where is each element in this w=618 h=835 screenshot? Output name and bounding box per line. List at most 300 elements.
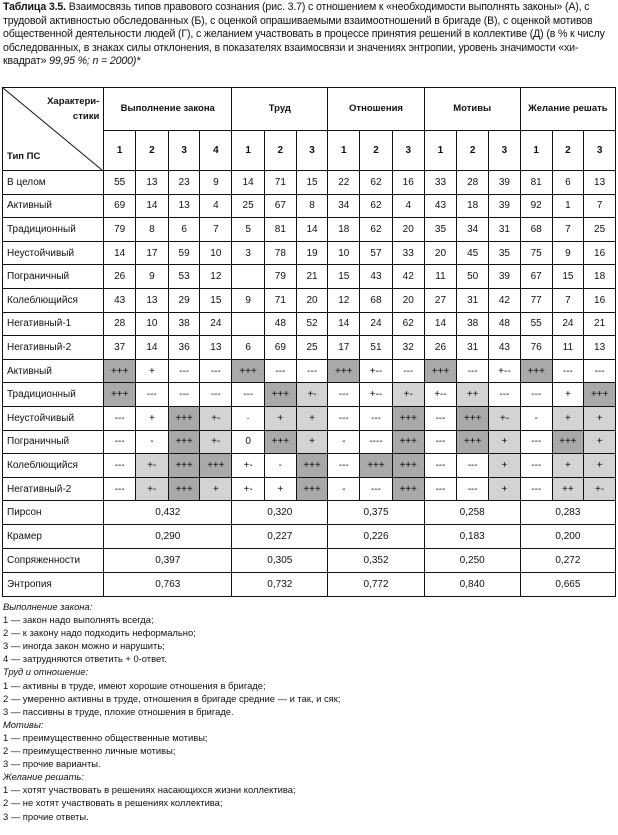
percent-cell: 62 bbox=[360, 194, 393, 218]
sign-cell: + bbox=[489, 477, 521, 501]
sign-cell: --- bbox=[232, 383, 265, 407]
percent-cell: 62 bbox=[360, 171, 393, 195]
corner-diagonal bbox=[3, 88, 103, 170]
notes-section-title: Мотивы: bbox=[3, 718, 44, 730]
sign-cell: +++ bbox=[392, 477, 424, 501]
sign-cell: - bbox=[520, 406, 552, 430]
percent-cell: 33 bbox=[424, 171, 457, 195]
sign-cell: +- bbox=[296, 383, 328, 407]
percent-cell: 3 bbox=[232, 241, 265, 265]
sign-cell: +++ bbox=[168, 454, 200, 478]
notes-item: 2 — преимущественно личные мотивы; bbox=[3, 745, 176, 757]
row-label: Неустойчивый bbox=[3, 406, 104, 430]
stat-cell: 0,272 bbox=[520, 548, 615, 572]
group-header-cell: Выполнение закона bbox=[104, 88, 232, 131]
stat-cell: 0,397 bbox=[104, 548, 232, 572]
subcolumn-header-cell: 3 bbox=[584, 130, 616, 171]
percent-cell bbox=[232, 312, 265, 336]
sign-cell: 0 bbox=[232, 430, 265, 454]
percent-cell: 15 bbox=[552, 265, 584, 289]
sign-cell: +++ bbox=[520, 359, 552, 383]
percent-cell: 62 bbox=[392, 312, 424, 336]
sign-cell: - bbox=[264, 454, 296, 478]
percent-cell: 42 bbox=[392, 265, 424, 289]
percent-cell: 17 bbox=[328, 336, 360, 360]
sign-cell: +- bbox=[136, 454, 169, 478]
sign-cell: +++ bbox=[392, 454, 424, 478]
row-label: Традиционный bbox=[3, 383, 104, 407]
percent-cell: 79 bbox=[104, 218, 136, 242]
sign-cell: + bbox=[264, 406, 296, 430]
percent-cell: 12 bbox=[200, 265, 232, 289]
table-row bbox=[3, 171, 616, 195]
percent-cell: 37 bbox=[104, 336, 136, 360]
percent-cell: 39 bbox=[489, 265, 521, 289]
percent-cell: 50 bbox=[457, 265, 489, 289]
notes-item: 4 — затрудняются ответить + 0-ответ. bbox=[3, 653, 167, 665]
percent-cell: 48 bbox=[264, 312, 296, 336]
percent-cell: 7 bbox=[200, 218, 232, 242]
sign-cell: +++ bbox=[584, 383, 616, 407]
row-label: Пограничный bbox=[3, 265, 104, 289]
percent-cell: 10 bbox=[328, 241, 360, 265]
sign-cell: --- bbox=[328, 406, 360, 430]
sign-cell: +++ bbox=[457, 430, 489, 454]
percent-cell: 36 bbox=[168, 336, 200, 360]
notes-item: 2 — не хотят участвовать в решениях коллектива; bbox=[3, 797, 223, 809]
percent-cell: 35 bbox=[424, 218, 457, 242]
group-header-cell: Отношения bbox=[328, 88, 424, 131]
corner-type-label: Тип ПС bbox=[7, 151, 41, 162]
stat-cell: 0,375 bbox=[328, 501, 424, 525]
sign-cell: --- bbox=[328, 383, 360, 407]
percent-cell: 29 bbox=[168, 288, 200, 312]
percent-cell: 68 bbox=[360, 288, 393, 312]
stat-cell: 0,432 bbox=[104, 501, 232, 525]
sign-cell: +++ bbox=[264, 383, 296, 407]
subcolumn-header-cell: 2 bbox=[264, 130, 296, 171]
sign-cell: +-- bbox=[424, 383, 457, 407]
percent-cell: 24 bbox=[360, 312, 393, 336]
table-row bbox=[3, 501, 616, 525]
percent-cell: 6 bbox=[232, 336, 265, 360]
percent-cell: 14 bbox=[296, 218, 328, 242]
sign-cell: +- bbox=[200, 406, 232, 430]
table-caption bbox=[3, 1, 615, 69]
sign-cell: --- bbox=[584, 359, 616, 383]
row-label: Сопряженности bbox=[3, 548, 104, 572]
sign-cell: --- bbox=[200, 383, 232, 407]
percent-cell: 77 bbox=[520, 288, 552, 312]
percent-cell: 81 bbox=[264, 218, 296, 242]
subcolumn-header-cell: 3 bbox=[392, 130, 424, 171]
sign-cell: +-- bbox=[360, 359, 393, 383]
percent-cell: 27 bbox=[424, 288, 457, 312]
percent-cell: 16 bbox=[584, 241, 616, 265]
percent-cell: 14 bbox=[104, 241, 136, 265]
subcolumn-header-cell: 3 bbox=[296, 130, 328, 171]
percent-cell: 23 bbox=[168, 171, 200, 195]
percent-cell: 59 bbox=[168, 241, 200, 265]
percent-cell: 67 bbox=[264, 194, 296, 218]
group-header-cell: Мотивы bbox=[424, 88, 520, 131]
sign-cell: + bbox=[200, 477, 232, 501]
percent-cell: 45 bbox=[457, 241, 489, 265]
sign-cell: --- bbox=[104, 430, 136, 454]
percent-cell: 25 bbox=[584, 218, 616, 242]
sign-cell: --- bbox=[457, 477, 489, 501]
percent-cell: 21 bbox=[296, 265, 328, 289]
percent-cell: 33 bbox=[392, 241, 424, 265]
percent-cell: 6 bbox=[552, 171, 584, 195]
table-row bbox=[3, 336, 616, 360]
percent-cell: 69 bbox=[264, 336, 296, 360]
subcolumn-header-cell: 2 bbox=[457, 130, 489, 171]
sign-cell: ---- bbox=[360, 430, 393, 454]
sign-cell: --- bbox=[520, 430, 552, 454]
row-label: Пограничный bbox=[3, 430, 104, 454]
sign-cell: + bbox=[136, 406, 169, 430]
percent-cell: 24 bbox=[200, 312, 232, 336]
sign-cell: +- bbox=[232, 454, 265, 478]
notes-item: 3 — прочие ответы. bbox=[3, 810, 89, 822]
percent-cell: 55 bbox=[520, 312, 552, 336]
percent-cell: 53 bbox=[168, 265, 200, 289]
percent-cell: 68 bbox=[520, 218, 552, 242]
percent-cell: 71 bbox=[264, 171, 296, 195]
sign-cell: --- bbox=[328, 454, 360, 478]
notes-item: 1 — хотят участвовать в решениях насающихся жизни коллектива; bbox=[3, 784, 296, 796]
corner-header-cell bbox=[3, 88, 104, 171]
percent-cell: 17 bbox=[136, 241, 169, 265]
percent-cell: 34 bbox=[457, 218, 489, 242]
percent-cell: 21 bbox=[584, 312, 616, 336]
percent-cell: 8 bbox=[296, 194, 328, 218]
stat-cell: 0,258 bbox=[424, 501, 520, 525]
sign-cell: - bbox=[328, 430, 360, 454]
percent-cell: 20 bbox=[424, 241, 457, 265]
percent-cell: 9 bbox=[232, 288, 265, 312]
percent-cell: 13 bbox=[584, 336, 616, 360]
sign-cell: +++ bbox=[392, 430, 424, 454]
table-row bbox=[3, 194, 616, 218]
percent-cell: 31 bbox=[489, 218, 521, 242]
row-label: Негативный-2 bbox=[3, 477, 104, 501]
percent-cell: 39 bbox=[489, 194, 521, 218]
sign-cell: +++ bbox=[296, 477, 328, 501]
sign-cell: + bbox=[489, 430, 521, 454]
stat-cell: 0,772 bbox=[328, 572, 424, 596]
sign-cell: --- bbox=[264, 359, 296, 383]
percent-cell: 78 bbox=[264, 241, 296, 265]
percent-cell: 71 bbox=[264, 288, 296, 312]
percent-cell: 16 bbox=[392, 171, 424, 195]
percent-cell: 28 bbox=[457, 171, 489, 195]
sign-cell: +++ bbox=[104, 383, 136, 407]
sign-cell: +-- bbox=[360, 383, 393, 407]
table-row bbox=[3, 312, 616, 336]
percent-cell: 57 bbox=[360, 241, 393, 265]
table-row bbox=[3, 288, 616, 312]
percent-cell: 48 bbox=[489, 312, 521, 336]
sign-cell: +++ bbox=[360, 454, 393, 478]
subcolumn-header-cell: 1 bbox=[424, 130, 457, 171]
notes-item: 1 — преимущественно общественные мотивы; bbox=[3, 731, 208, 743]
sign-cell: --- bbox=[424, 477, 457, 501]
percent-cell: 55 bbox=[104, 171, 136, 195]
percent-cell: 13 bbox=[136, 171, 169, 195]
row-label: Неустойчивый bbox=[3, 241, 104, 265]
row-label: В целом bbox=[3, 171, 104, 195]
sign-cell: + bbox=[584, 454, 616, 478]
percent-cell: 7 bbox=[552, 218, 584, 242]
subcolumn-header-cell: 1 bbox=[232, 130, 265, 171]
percent-cell: 14 bbox=[328, 312, 360, 336]
sign-cell: - bbox=[136, 430, 169, 454]
sign-cell: +++ bbox=[552, 430, 584, 454]
sign-cell: --- bbox=[424, 430, 457, 454]
sign-cell: +- bbox=[392, 383, 424, 407]
sign-cell: + bbox=[552, 383, 584, 407]
sign-cell: +- bbox=[136, 477, 169, 501]
percent-cell: 19 bbox=[296, 241, 328, 265]
caption-italic-tail: 99,95 %; n = 2000)* bbox=[49, 55, 141, 67]
sign-cell: + bbox=[584, 430, 616, 454]
percent-cell: 15 bbox=[200, 288, 232, 312]
sign-cell: --- bbox=[424, 406, 457, 430]
percent-cell: 25 bbox=[232, 194, 265, 218]
table-row bbox=[3, 477, 616, 501]
sign-cell: + bbox=[552, 454, 584, 478]
sign-cell: --- bbox=[457, 359, 489, 383]
notes-item: 3 — иногда закон можно и нарушить; bbox=[3, 640, 165, 652]
sign-cell: +++ bbox=[168, 430, 200, 454]
row-label: Традиционный bbox=[3, 218, 104, 242]
sign-cell: +- bbox=[200, 430, 232, 454]
stat-cell: 0,283 bbox=[520, 501, 615, 525]
percent-cell: 92 bbox=[520, 194, 552, 218]
table-row bbox=[3, 454, 616, 478]
notes-item: 1 — активны в труде, имеют хорошие отношения в бригаде; bbox=[3, 679, 266, 691]
table-notes bbox=[3, 600, 613, 823]
percent-cell: 11 bbox=[552, 336, 584, 360]
subcolumn-header-cell: 1 bbox=[328, 130, 360, 171]
caption-label: Таблица 3.5. bbox=[3, 1, 66, 13]
percent-cell: 14 bbox=[232, 171, 265, 195]
stat-cell: 0,665 bbox=[520, 572, 615, 596]
sign-cell: --- bbox=[104, 477, 136, 501]
notes-item: 3 — пассивны в труде, плохие отношения в бригаде. bbox=[3, 705, 234, 717]
percent-cell: 13 bbox=[584, 171, 616, 195]
percent-cell: 39 bbox=[489, 171, 521, 195]
percent-cell: 6 bbox=[168, 218, 200, 242]
percent-cell: 34 bbox=[328, 194, 360, 218]
stat-cell: 0,227 bbox=[232, 525, 328, 549]
percent-cell: 75 bbox=[520, 241, 552, 265]
notes-section-title: Выполнение закона: bbox=[3, 601, 93, 612]
sign-cell: --- bbox=[104, 406, 136, 430]
subcolumn-header-cell: 1 bbox=[104, 130, 136, 171]
corner-characteristics-label: Характери- стики bbox=[47, 96, 100, 122]
row-label: Колеблющийся bbox=[3, 454, 104, 478]
sign-cell: +++ bbox=[168, 406, 200, 430]
table-row bbox=[3, 548, 616, 572]
sign-cell: --- bbox=[552, 359, 584, 383]
percent-cell: 9 bbox=[552, 241, 584, 265]
sign-cell: --- bbox=[200, 359, 232, 383]
subcolumn-header-cell: 2 bbox=[360, 130, 393, 171]
percent-cell: 51 bbox=[360, 336, 393, 360]
stat-cell: 0,352 bbox=[328, 548, 424, 572]
sign-cell: · bbox=[232, 406, 265, 430]
percent-cell: 26 bbox=[424, 336, 457, 360]
percent-cell: 43 bbox=[104, 288, 136, 312]
sign-cell: +++ bbox=[328, 359, 360, 383]
percent-cell: 7 bbox=[552, 288, 584, 312]
row-label: Негативный-1 bbox=[3, 312, 104, 336]
stat-cell: 0,250 bbox=[424, 548, 520, 572]
percent-cell: 43 bbox=[489, 336, 521, 360]
percent-cell: 16 bbox=[584, 288, 616, 312]
sign-cell: + bbox=[296, 430, 328, 454]
row-label: Активный bbox=[3, 359, 104, 383]
percent-cell: 14 bbox=[424, 312, 457, 336]
sign-cell: + bbox=[552, 406, 584, 430]
stat-cell: 0,320 bbox=[232, 501, 328, 525]
stat-cell: 0,840 bbox=[424, 572, 520, 596]
sign-cell: --- bbox=[168, 359, 200, 383]
percent-cell: 81 bbox=[520, 171, 552, 195]
percent-cell: 69 bbox=[104, 194, 136, 218]
sign-cell: + bbox=[584, 406, 616, 430]
sign-cell: +++ bbox=[392, 406, 424, 430]
stat-cell: 0,732 bbox=[232, 572, 328, 596]
notes-item: 3 — прочие варианты. bbox=[3, 758, 101, 770]
sign-cell: --- bbox=[520, 454, 552, 478]
percent-cell: 52 bbox=[296, 312, 328, 336]
percent-cell: 20 bbox=[392, 288, 424, 312]
notes-item: 2 — к закону надо подходить неформально; bbox=[3, 627, 196, 639]
sign-cell: --- bbox=[424, 454, 457, 478]
percent-cell: 18 bbox=[328, 218, 360, 242]
percent-cell: 32 bbox=[392, 336, 424, 360]
sign-cell: +- bbox=[489, 406, 521, 430]
sign-cell: --- bbox=[360, 406, 393, 430]
percent-cell: 28 bbox=[104, 312, 136, 336]
sign-cell: --- bbox=[489, 383, 521, 407]
caption-text: Взаимосвязь типов правового сознания (рис. 3.7) с отношением к «необходимости выполнять законы» (А), с трудовой активностью обследованных (Б), с оценкой опрашиваемыми взаимоотношений в бригаде (В), с оценкой мотивов общественной деятельности людей (Г), с желанием участвовать в процессе принятия решений в коллективе (Д) (в % к числу обследованных, в знаках силы отклонения, в показателях взаимосвязи и значениях энтропии, уровень значимости «хи-квадрат» bbox=[3, 1, 605, 67]
table-row bbox=[3, 525, 616, 549]
stat-cell: 0,290 bbox=[104, 525, 232, 549]
sign-cell: +++ bbox=[264, 430, 296, 454]
sign-cell: --- bbox=[457, 454, 489, 478]
percent-cell: 4 bbox=[200, 194, 232, 218]
percent-cell: 62 bbox=[360, 218, 393, 242]
sign-cell: +++ bbox=[168, 477, 200, 501]
sign-cell: +++ bbox=[424, 359, 457, 383]
row-label: Негативный-2 bbox=[3, 336, 104, 360]
percent-cell: 38 bbox=[168, 312, 200, 336]
percent-cell: 42 bbox=[489, 288, 521, 312]
row-label: Пирсон bbox=[3, 501, 104, 525]
percent-cell: 18 bbox=[584, 265, 616, 289]
row-label: Энтропия bbox=[3, 572, 104, 596]
sign-cell: +++ bbox=[296, 454, 328, 478]
percent-cell: 14 bbox=[136, 194, 169, 218]
percent-cell: 26 bbox=[104, 265, 136, 289]
percent-cell: 15 bbox=[328, 265, 360, 289]
percent-cell: 4 bbox=[392, 194, 424, 218]
notes-section-title: Желание решать: bbox=[3, 771, 84, 783]
percent-cell: 14 bbox=[136, 336, 169, 360]
stat-cell: 0,200 bbox=[520, 525, 615, 549]
percent-cell: 35 bbox=[489, 241, 521, 265]
percent-cell: 25 bbox=[296, 336, 328, 360]
percent-cell: 76 bbox=[520, 336, 552, 360]
table-row bbox=[3, 383, 616, 407]
percent-cell: 13 bbox=[136, 288, 169, 312]
percent-cell: 12 bbox=[328, 288, 360, 312]
percent-cell: 9 bbox=[200, 171, 232, 195]
percent-cell: 10 bbox=[200, 241, 232, 265]
notes-section-title: Труд и отношение: bbox=[3, 666, 89, 678]
stat-cell: 0,305 bbox=[232, 548, 328, 572]
row-label: Крамер bbox=[3, 525, 104, 549]
group-header-cell: Труд bbox=[232, 88, 328, 131]
sign-cell: +-- bbox=[489, 359, 521, 383]
percent-cell: 11 bbox=[424, 265, 457, 289]
notes-item: 2 — умеренно активны в труде, отношения в бригаде средние — и так, и сяк; bbox=[3, 692, 341, 704]
notes-item: 1 — закон надо выполнять всегда; bbox=[3, 614, 154, 626]
percent-cell: 43 bbox=[360, 265, 393, 289]
percent-cell: 24 bbox=[552, 312, 584, 336]
percent-cell: 20 bbox=[392, 218, 424, 242]
percent-cell: 22 bbox=[328, 171, 360, 195]
sign-cell: --- bbox=[136, 383, 169, 407]
sign-cell: + bbox=[489, 454, 521, 478]
percent-cell: 7 bbox=[584, 194, 616, 218]
percent-cell: 43 bbox=[424, 194, 457, 218]
percent-cell bbox=[232, 265, 265, 289]
percent-cell: 9 bbox=[136, 265, 169, 289]
percent-cell: 8 bbox=[136, 218, 169, 242]
sign-cell: --- bbox=[520, 477, 552, 501]
sign-cell: --- bbox=[168, 383, 200, 407]
percent-cell: 67 bbox=[520, 265, 552, 289]
sign-cell: +- bbox=[584, 477, 616, 501]
percent-cell: 20 bbox=[296, 288, 328, 312]
sign-cell: +- bbox=[232, 477, 265, 501]
sign-cell: --- bbox=[520, 383, 552, 407]
legal-consciousness-table bbox=[2, 87, 616, 597]
percent-cell: 31 bbox=[457, 288, 489, 312]
stat-cell: 0,183 bbox=[424, 525, 520, 549]
group-header-cell: Желание решать bbox=[520, 88, 615, 131]
sign-cell: +++ bbox=[457, 406, 489, 430]
sign-cell: --- bbox=[392, 359, 424, 383]
subcolumn-header-cell: 2 bbox=[136, 130, 169, 171]
table-row bbox=[3, 241, 616, 265]
subcolumn-header-cell: 2 bbox=[552, 130, 584, 171]
stat-cell: 0,226 bbox=[328, 525, 424, 549]
subcolumn-header-cell: 1 bbox=[520, 130, 552, 171]
percent-cell: 38 bbox=[457, 312, 489, 336]
stat-cell: 0,763 bbox=[104, 572, 232, 596]
percent-cell: 79 bbox=[264, 265, 296, 289]
table-row bbox=[3, 359, 616, 383]
row-label: Колеблющийся bbox=[3, 288, 104, 312]
sign-cell: --- bbox=[296, 359, 328, 383]
